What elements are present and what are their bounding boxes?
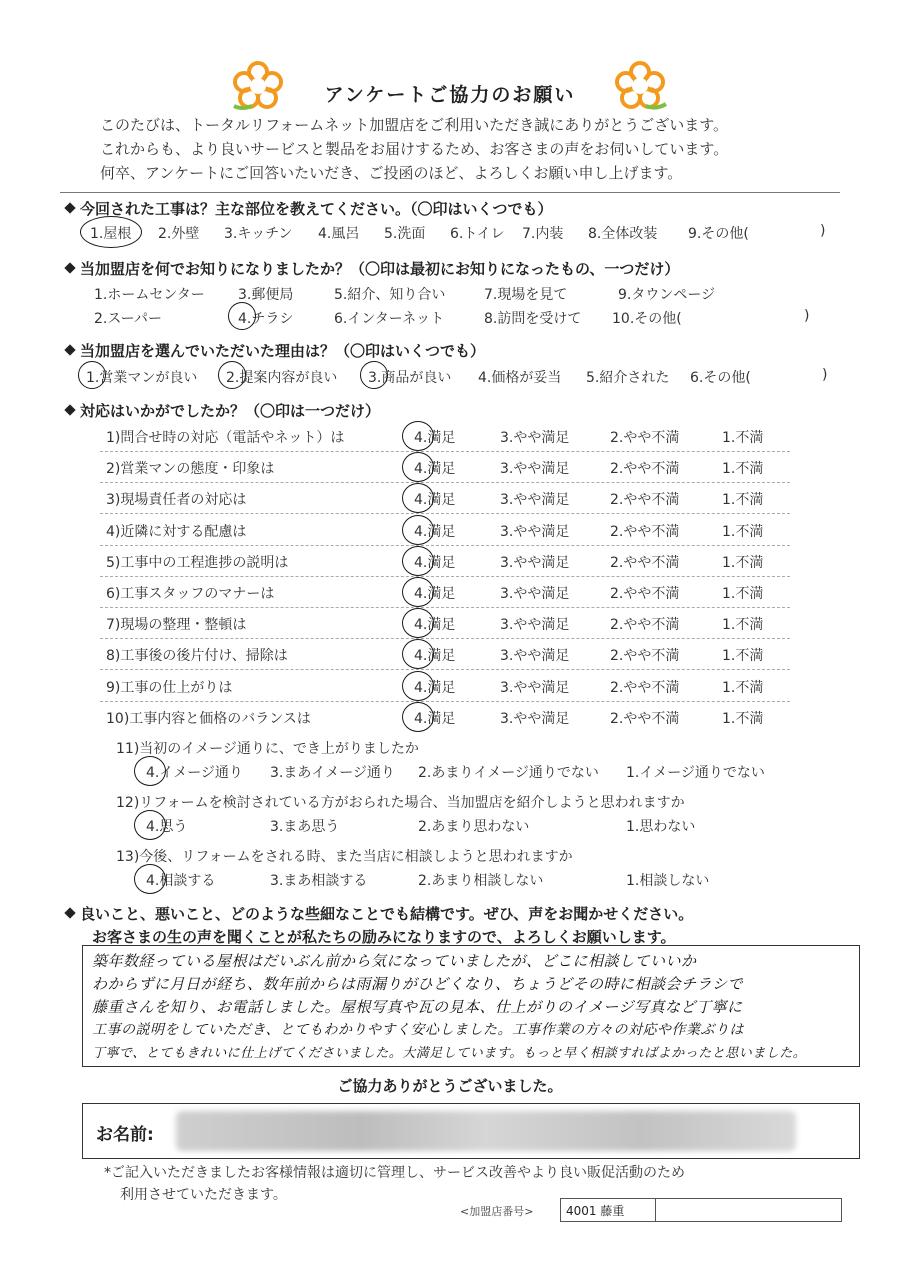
intro-line-2: これからも、より良いサービスと製品をお届けするため、お客さまの声をお伺いしています。	[100, 140, 729, 158]
rating-option-6-2[interactable]: 2.やや不満	[610, 586, 680, 602]
q1-option-8[interactable]: 8.全体改装	[588, 226, 658, 242]
rating-option-3-3[interactable]: 3.やや満足	[500, 492, 570, 509]
answer-circle-rating-6	[402, 577, 434, 607]
q3-option-3[interactable]: 3.商品が良い	[368, 370, 452, 386]
rating-question-4: 4)近隣に対する配慮は	[106, 523, 247, 540]
rating-question-2: 2)営業マンの態度・印象は	[106, 461, 275, 478]
q2-option-5[interactable]: 5.紹介、知り合い	[334, 287, 446, 303]
rating-option-5-4[interactable]: 4.満足	[414, 554, 456, 571]
rating-option-2-3[interactable]: 3.やや満足	[500, 461, 570, 478]
store-number-divider	[655, 1198, 656, 1222]
rating-option-4-1[interactable]: 1.不満	[722, 523, 764, 540]
q2-option-10-close: )	[804, 308, 810, 324]
q2-heading-text: 当加盟店を何でお知りになりましたか？（〇印は最初にお知りになったもの、一つだけ）	[80, 260, 680, 278]
row-separator	[100, 451, 790, 452]
row-separator	[100, 669, 790, 670]
privacy-note-1: *ご記入いただきましたお客様情報は適切に管理し、サービス改善やより良い販促活動のため	[104, 1165, 685, 1181]
rating-option-1-3[interactable]: 3.やや満足	[500, 430, 570, 446]
q2-option-10[interactable]: 10.その他(	[612, 311, 682, 327]
answer-circle-rating-4	[402, 515, 434, 545]
comment-line-4: 工事の説明をしていただき、とてもわかりやすく安心しました。工事作業の方々の対応や作業ぶりは	[92, 1022, 744, 1038]
answer-circle-rating-10	[402, 702, 434, 732]
row-separator	[100, 638, 790, 639]
answer-circle-rating-1	[402, 421, 434, 451]
rating-option-3-2[interactable]: 2.やや不満	[610, 492, 680, 509]
q13-option-2[interactable]: 2.あまり相談しない	[418, 873, 544, 889]
rating-option-9-1[interactable]: 1.不満	[722, 679, 764, 696]
answer-circle-q1-roof	[80, 216, 142, 248]
rating-option-1-2[interactable]: 2.やや不満	[610, 430, 680, 446]
rating-option-5-3[interactable]: 3.やや満足	[500, 554, 570, 571]
q13-option-4[interactable]: 4.相談する	[146, 873, 216, 889]
divider	[60, 192, 840, 193]
q1-option-7[interactable]: 7.内装	[522, 226, 564, 242]
answer-circle-q11	[134, 756, 166, 786]
rating-option-8-3[interactable]: 3.やや満足	[500, 648, 570, 665]
rating-option-5-1[interactable]: 1.不満	[722, 554, 764, 571]
q12-label: 12)リフォームを検討されている方がおられた場合、当加盟店を紹介しようと思われますか	[116, 795, 685, 811]
rating-option-3-4[interactable]: 4.満足	[414, 492, 456, 509]
answer-circle-rating-7	[402, 608, 434, 638]
q11-option-2[interactable]: 2.あまりイメージ通りでない	[418, 765, 599, 781]
answer-circle-q2-flyer	[228, 302, 256, 330]
rating-option-6-4[interactable]: 4.満足	[414, 586, 456, 602]
q1-option-3[interactable]: 3.キッチン	[224, 226, 293, 242]
q1-option-1[interactable]: 1.屋根	[90, 226, 132, 242]
rating-option-7-2[interactable]: 2.やや不満	[610, 617, 680, 634]
rating-option-6-3[interactable]: 3.やや満足	[500, 586, 570, 602]
rating-option-8-1[interactable]: 1.不満	[722, 648, 764, 665]
q3-heading	[66, 340, 485, 361]
rating-option-7-1[interactable]: 1.不満	[722, 617, 764, 634]
answer-circle-q3-3	[360, 361, 388, 389]
q2-option-7[interactable]: 7.現場を見て	[484, 287, 568, 303]
q3-option-6-close: )	[822, 367, 828, 383]
q3-heading-text: 当加盟店を選んでいただいた理由は？（〇印はいくつでも）	[80, 342, 486, 360]
rating-option-10-4[interactable]: 4.満足	[414, 710, 456, 727]
privacy-note-2: 利用させていただきます。	[120, 1187, 287, 1203]
rating-option-3-1[interactable]: 1.不満	[722, 492, 764, 509]
q3-option-4[interactable]: 4.価格が妥当	[478, 370, 562, 386]
store-number-value: 4001 藤重	[566, 1204, 625, 1218]
store-number-label: <加盟店番号>	[460, 1205, 534, 1218]
q1-option-5[interactable]: 5.洗面	[384, 226, 426, 242]
answer-circle-q3-1	[78, 361, 106, 389]
rating-option-9-4[interactable]: 4.満足	[414, 679, 456, 696]
q4-heading-text: 対応はいかがでしたか？（〇印は一つだけ）	[80, 402, 381, 420]
rating-option-1-4[interactable]: 4.満足	[414, 430, 456, 446]
rating-option-10-3[interactable]: 3.やや満足	[500, 710, 570, 727]
q11-label: 11)当初のイメージ通りに、でき上がりましたか	[116, 741, 419, 757]
diamond-icon	[64, 404, 75, 415]
answer-circle-rating-5	[402, 546, 434, 576]
rating-question-3: 3)現場責任者の対応は	[106, 492, 247, 509]
q1-heading	[66, 198, 553, 219]
q12-option-3[interactable]: 3.まあ思う	[270, 819, 340, 835]
comment-line-5: 丁寧で、とてもきれいに仕上げてくださいました。大満足しています。もっと早く相談すればよかったと思いました。	[92, 1046, 807, 1061]
rating-option-7-3[interactable]: 3.やや満足	[500, 617, 570, 634]
rating-option-10-1[interactable]: 1.不満	[722, 710, 764, 727]
name-redacted	[176, 1111, 796, 1151]
q12-option-1[interactable]: 1.思わない	[626, 819, 696, 835]
rating-option-10-2[interactable]: 2.やや不満	[610, 710, 680, 727]
answer-circle-q3-2	[218, 361, 246, 389]
q2-option-9[interactable]: 9.タウンページ	[618, 287, 716, 303]
diamond-icon	[64, 344, 75, 355]
q11-option-4[interactable]: 4.イメージ通り	[146, 765, 243, 781]
rating-option-5-2[interactable]: 2.やや不満	[610, 554, 680, 571]
thanks-text: ご協力ありがとうございました。	[337, 1077, 563, 1095]
row-separator	[100, 482, 790, 483]
q1-option-9[interactable]: 9.その他(	[688, 226, 749, 242]
rating-option-8-4[interactable]: 4.満足	[414, 648, 456, 665]
q1-option-6[interactable]: 6.トイレ	[450, 226, 505, 242]
comment-line-2: わからずに月日が経ち、数年前からは雨漏りがひどくなり、ちょうどその時に相談会チラシで	[92, 975, 744, 993]
row-separator	[100, 513, 790, 514]
rating-option-6-1[interactable]: 1.不満	[722, 586, 764, 602]
q3-option-6[interactable]: 6.その他(	[690, 370, 751, 386]
q1-option-9-close: )	[820, 223, 826, 239]
rating-question-8: 8)工事後の後片付け、掃除は	[106, 648, 288, 665]
rating-option-7-4[interactable]: 4.満足	[414, 617, 456, 634]
rating-option-2-2[interactable]: 2.やや不満	[610, 461, 680, 478]
rating-option-4-4[interactable]: 4.満足	[414, 523, 456, 540]
q4-heading	[66, 400, 380, 421]
q13-option-1[interactable]: 1.相談しない	[626, 873, 710, 889]
answer-circle-q12	[134, 810, 166, 840]
comment-line-3: 藤重さんを知り、お電話しました。屋根写真や瓦の見本、仕上がりのイメージ写真など丁寧に	[92, 998, 743, 1016]
q3-option-2[interactable]: 2.提案内容が良い	[226, 370, 338, 386]
rating-question-7: 7)現場の整理・整頓は	[106, 617, 247, 634]
rating-option-8-2[interactable]: 2.やや不満	[610, 648, 680, 665]
q12-option-4[interactable]: 4.思う	[146, 819, 188, 835]
intro-line-3: 何卒、アンケートにご回答いたいだき、ご投函のほど、よろしくお願い申し上げます。	[100, 164, 683, 182]
diamond-icon	[64, 262, 75, 273]
q2-option-3[interactable]: 3.郵便局	[238, 287, 294, 303]
page-title: アンケートご協力のお願い	[324, 84, 576, 106]
q11-option-3[interactable]: 3.まあイメージ通り	[270, 765, 395, 781]
row-separator	[100, 701, 790, 702]
intro-line-1: このたびは、トータルリフォームネット加盟店をご利用いただき誠にありがとうございます。	[100, 116, 729, 134]
rating-question-9: 9)工事の仕上がりは	[106, 679, 233, 696]
rating-option-1-1[interactable]: 1.不満	[722, 430, 764, 446]
rating-option-9-2[interactable]: 2.やや不満	[610, 679, 680, 696]
rating-option-2-4[interactable]: 4.満足	[414, 461, 456, 478]
rating-question-6: 6)工事スタッフのマナーは	[106, 586, 275, 602]
rating-option-4-3[interactable]: 3.やや満足	[500, 523, 570, 540]
q2-heading	[66, 258, 679, 279]
q5-subtext: お客さまの生の声を聞くことが私たちの励みになりますので、よろしくお願いします。	[92, 928, 676, 946]
name-label: お名前:	[96, 1125, 154, 1145]
q13-option-3[interactable]: 3.まあ相談する	[270, 873, 368, 889]
answer-circle-q13	[134, 864, 166, 894]
q5-heading	[66, 903, 693, 924]
q3-option-5[interactable]: 5.紹介された	[586, 370, 670, 386]
rating-option-9-3[interactable]: 3.やや満足	[500, 679, 570, 696]
answer-circle-rating-2	[402, 452, 434, 482]
row-separator	[100, 607, 790, 608]
q2-option-8[interactable]: 8.訪問を受けて	[484, 311, 582, 327]
q3-option-1[interactable]: 1.営業マンが良い	[86, 370, 198, 386]
q1-heading-text: 今回された工事は？主な部位を教えてください。（〇印はいくつでも）	[80, 200, 553, 218]
q11-option-1[interactable]: 1.イメージ通りでない	[626, 765, 765, 781]
row-separator	[100, 545, 790, 546]
rating-question-10: 10)工事内容と価格のバランスは	[106, 710, 311, 727]
diamond-icon	[64, 202, 75, 213]
q1-option-4[interactable]: 4.風呂	[318, 226, 360, 242]
q5-heading-text: 良いこと、悪いこと、どのような些細なことでも結構です。ぜひ、声をお聞かせください。	[80, 905, 694, 923]
rating-option-4-2[interactable]: 2.やや不満	[610, 523, 680, 540]
diamond-icon	[64, 907, 75, 918]
row-separator	[100, 576, 790, 577]
q13-label: 13)今後、リフォームをされる時、また当店に相談しようと思われますか	[116, 849, 573, 865]
q2-option-1[interactable]: 1.ホームセンター	[94, 287, 205, 303]
comment-line-1: 築年数経っている屋根はだいぶん前から気になっていましたが、どこに相談していいか	[92, 952, 697, 970]
q2-option-4[interactable]: 4.チラシ	[238, 311, 294, 327]
q12-option-2[interactable]: 2.あまり思わない	[418, 819, 530, 835]
rating-question-5: 5)工事中の工程進捗の説明は	[106, 554, 289, 571]
q2-option-2[interactable]: 2.スーパー	[94, 311, 162, 327]
q1-option-2[interactable]: 2.外壁	[158, 226, 200, 242]
answer-circle-rating-9	[402, 671, 434, 701]
rating-question-1: 1)問合せ時の対応（電話やネット）は	[106, 430, 345, 446]
rating-option-2-1[interactable]: 1.不満	[722, 461, 764, 478]
q2-option-6[interactable]: 6.インターネット	[334, 311, 445, 327]
